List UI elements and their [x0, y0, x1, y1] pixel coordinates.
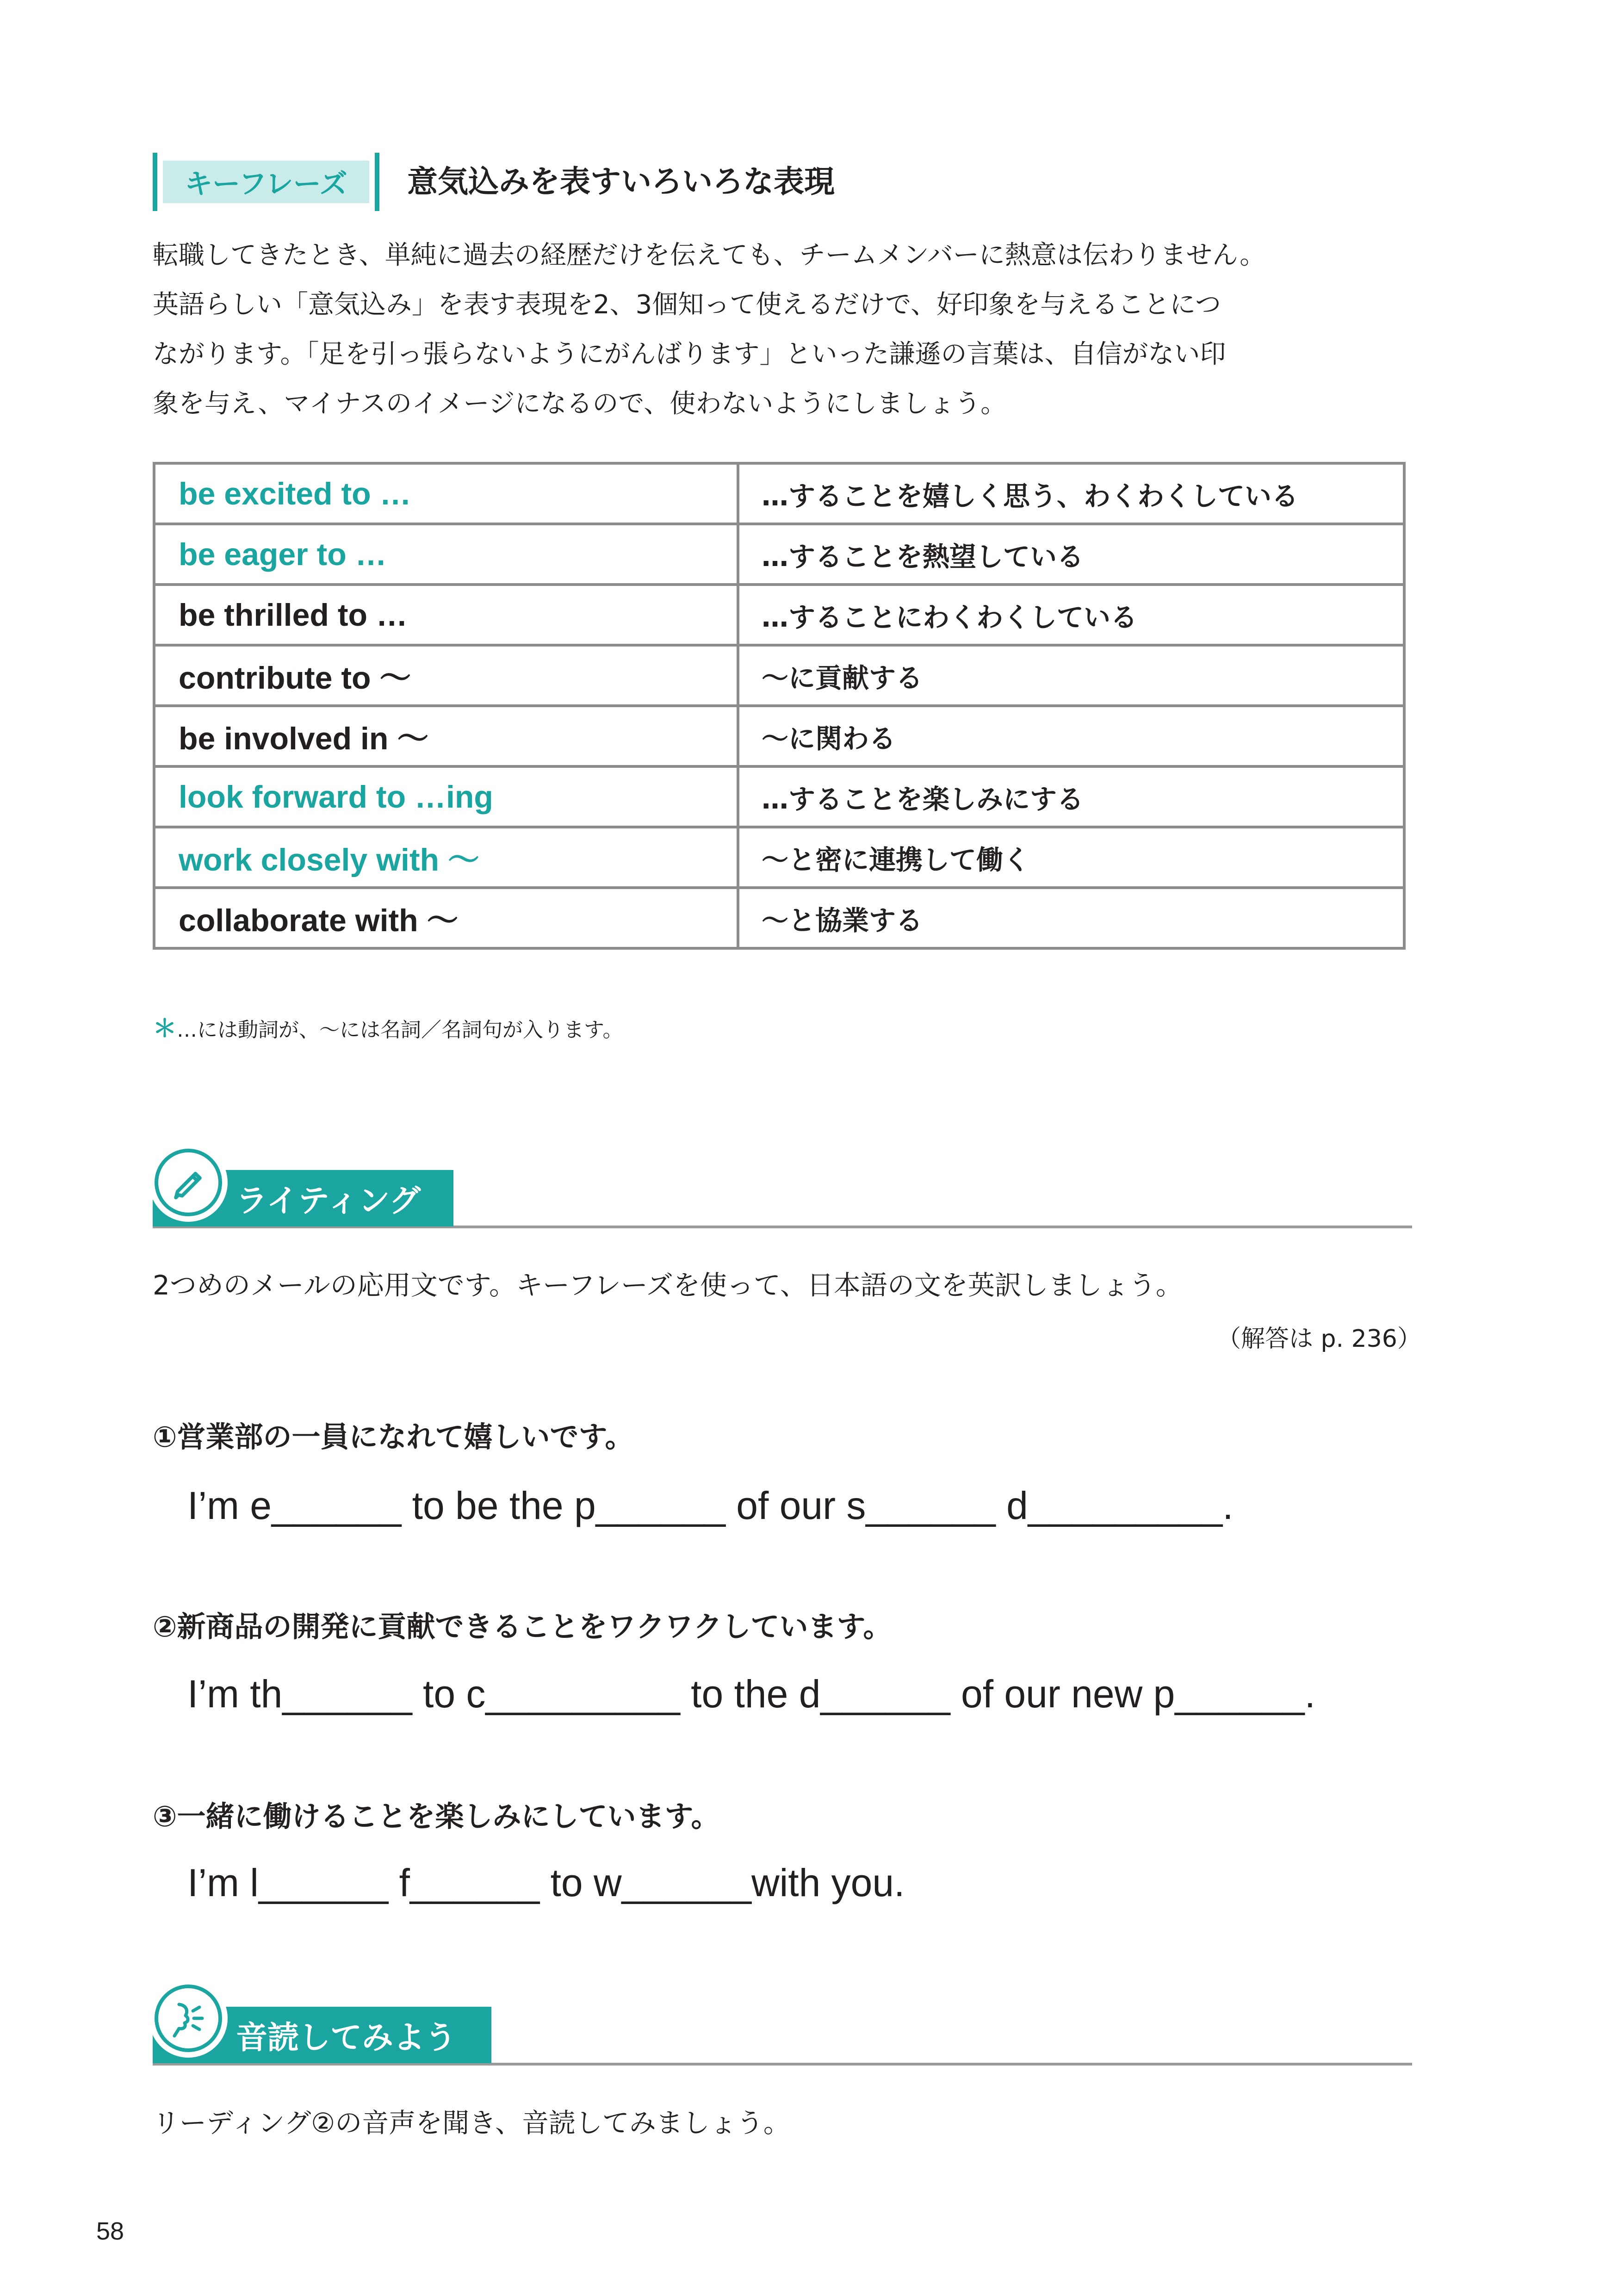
phrase-english: be eager to … [154, 524, 738, 585]
table-row [154, 585, 1404, 645]
phrase-japanese: …することにわくわくしている [738, 585, 1404, 645]
table-footnote [153, 1009, 623, 1044]
table-row [154, 645, 1404, 706]
question-japanese: ③一緒に働けることを楽しみにしています。 [153, 1799, 720, 1833]
answer-reference: （解答は p. 236） [1217, 1325, 1421, 1353]
phrase-japanese: ～と密に連携して働く [738, 827, 1404, 888]
phrase-english: be thrilled to … [154, 585, 738, 645]
question-english-blank: I’m e______ to be the p______ of our s______ d_________. [187, 1484, 1234, 1527]
phrase-english: be excited to … [154, 463, 738, 524]
intro-paragraph [153, 230, 1407, 429]
phrase-english: contribute to ～ [154, 645, 738, 706]
intro-line: 転職してきたとき、単純に過去の経歴だけを伝えても、チームメンバーに熱意は伝わりません。 [153, 240, 1266, 270]
table-row [154, 766, 1404, 827]
phrase-japanese: …することを嬉しく思う、わくわくしている [738, 463, 1404, 524]
table-row [154, 706, 1404, 766]
phrase-japanese: …することを楽しみにする [738, 766, 1404, 827]
table-row [154, 888, 1404, 948]
intro-line: ながります。「足を引っ張らないようにがんばります」といった謙遜の言葉は、自信がない印 [153, 339, 1226, 369]
phrase-english: collaborate with ～ [154, 888, 738, 948]
key-phrase-label: キーフレーズ [163, 161, 369, 203]
question-english-blank: I’m l______ f______ to w______with you. [187, 1861, 905, 1904]
speaking-icon [165, 1995, 211, 2041]
question-japanese: ①営業部の一員になれて嬉しいです。 [153, 1420, 634, 1454]
table-row [154, 827, 1404, 888]
pencil-icon [166, 1160, 211, 1205]
phrase-english: work closely with ～ [154, 827, 738, 888]
read-aloud-section-title: 音読してみよう [236, 2019, 457, 2056]
key-phrase-title: 意気込みを表すいろいろな表現 [407, 164, 835, 199]
writing-icon-badge [149, 1143, 228, 1222]
table-row [154, 463, 1404, 524]
question-english-blank: I’m th______ to c_________ to the d______ of our new p______. [187, 1672, 1315, 1716]
footnote-text: …には動詞が、～には名詞／名詞句が入ります。 [177, 1018, 623, 1042]
intro-line: 英語らしい「意気込み」を表す表現を2、3個知って使えるだけで、好印象を与えることにつ [153, 290, 1221, 320]
writing-instruction: 2つめのメールの応用文です。キーフレーズを使って、日本語の文を英訳しましょう。 [153, 1269, 1183, 1301]
question-japanese: ②新商品の開発に貢献できることをワクワクしています。 [153, 1610, 892, 1643]
phrase-japanese: ～に関わる [738, 706, 1404, 766]
phrase-japanese: …することを熱望している [738, 524, 1404, 585]
key-phrase-label-box [153, 153, 379, 211]
phrase-english: be involved in ～ [154, 706, 738, 766]
writing-section-title: ライティング [236, 1182, 421, 1220]
read-aloud-instruction: リーディング②の音声を聞き、音読してみましょう。 [153, 2107, 790, 2139]
table-row [154, 524, 1404, 585]
read-aloud-icon-badge [149, 1979, 228, 2058]
phrase-english: look forward to …ing [154, 766, 738, 827]
asterisk-icon: ＊ [153, 1015, 177, 1043]
phrase-japanese: ～に貢献する [738, 645, 1404, 706]
page-number: 58 [96, 2217, 124, 2245]
intro-line: 象を与え、マイナスのイメージになるので、使わないようにしましょう。 [153, 389, 1007, 419]
phrase-table [153, 462, 1406, 950]
phrase-japanese: ～と協業する [738, 888, 1404, 948]
